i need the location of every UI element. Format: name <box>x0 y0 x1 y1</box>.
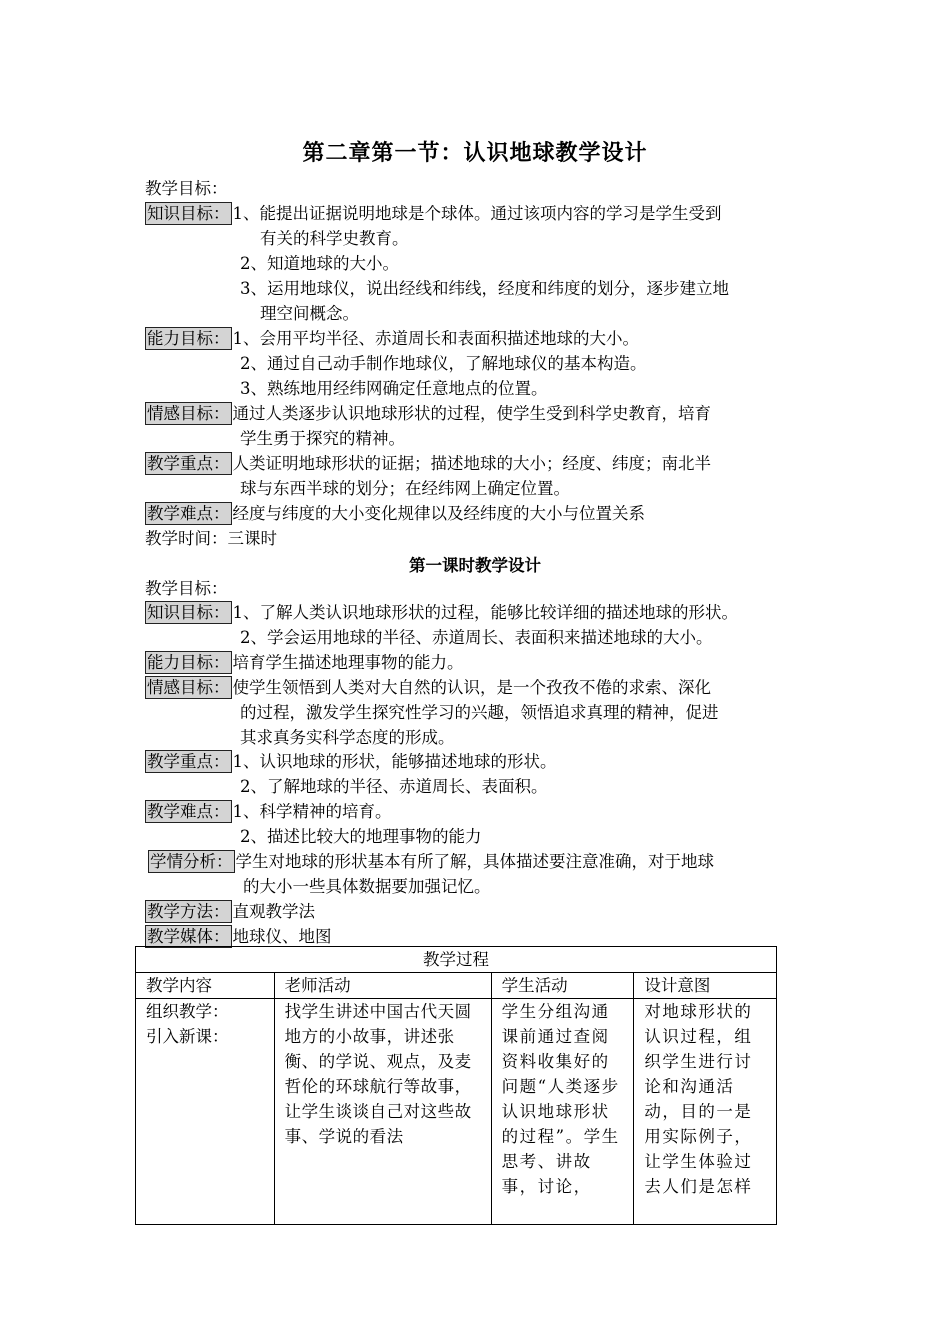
knowledge-goal-text: 2、知道地球的大小。 <box>240 254 399 273</box>
teacher-activity-cell <box>274 999 491 1225</box>
key-point-label: 教学重点： <box>147 454 230 473</box>
teaching-process-table <box>135 946 777 1225</box>
student-activity-text: 学生分组沟通课前通过查阅资料收集好的问题“人类逐步认识地球形状的过程”。学生思考、讲故事，讨论， <box>501 1002 620 1196</box>
difficulty-row <box>145 501 645 526</box>
knowledge-goal-text: 1、了解人类认识地球形状的过程，能够比较详细的描述地球的形状。 <box>232 603 738 622</box>
emotion-goal-label: 情感目标： <box>147 678 230 697</box>
media-label: 教学媒体： <box>147 927 230 946</box>
ability-goal-row <box>145 326 639 351</box>
ability-goal-text: 2、通过自己动手制作地球仪，了解地球仪的基本构造。 <box>240 354 647 373</box>
emotion-goal-row <box>145 401 711 426</box>
goals-heading: 教学目标： <box>145 579 228 598</box>
difficulty-label: 教学难点： <box>147 504 230 523</box>
emotion-goal-label: 情感目标： <box>147 404 230 423</box>
table-caption-row <box>136 947 777 973</box>
key-point-text: 人类证明地球形状的证据；描述地球的大小；经度、纬度；南北半 <box>232 454 711 473</box>
lesson-subtitle: 第一课时教学设计 <box>409 556 541 575</box>
key-point-text: 2、了解地球的半径、赤道周长、表面积。 <box>240 777 548 796</box>
table-row <box>136 999 777 1225</box>
difficulty-label: 教学难点： <box>147 802 230 821</box>
analysis-text: 学生对地球的形状基本有所了解，具体描述要注意准确，对于地球 <box>235 852 714 871</box>
method-text: 直观教学法 <box>232 902 315 921</box>
emotion-goal-text: 学生勇于探究的精神。 <box>240 429 405 448</box>
teacher-activity-text: 找学生讲述中国古代天圆地方的小故事，讲述张衡、的学说、观点，及麦哲伦的环球航行等故事，让学生谈谈自己对这些故事、学说的看法 <box>284 1002 472 1146</box>
difficulty-text: 1、科学精神的培育。 <box>232 802 392 821</box>
knowledge-goal-text: 3、运用地球仪，说出经线和纬线，经度和纬度的划分，逐步建立地 <box>240 279 729 298</box>
content-cell <box>136 999 275 1225</box>
design-intent-cell <box>634 999 777 1225</box>
knowledge-goal-text: 1、能提出证据说明地球是个球体。通过该项内容的学习是学生受到 <box>232 204 722 223</box>
teaching-time: 教学时间：三课时 <box>145 529 277 548</box>
design-intent-text: 对地球形状的认识过程，组织学生进行讨论和沟通活动，目的一是用实际例子，让学生体验过去人们是怎样 <box>644 1002 753 1196</box>
knowledge-goal-text: 有关的科学史教育。 <box>260 229 409 248</box>
knowledge-goal-text: 2、学会运用地球的半径、赤道周长、表面积来描述地球的大小。 <box>240 628 713 647</box>
difficulty-row <box>145 799 392 824</box>
method-label: 教学方法： <box>147 902 230 921</box>
ability-goal-text: 1、会用平均半径、赤道周长和表面积描述地球的大小。 <box>232 329 639 348</box>
knowledge-goal-label: 知识目标： <box>147 603 230 622</box>
column-header-student: 学生活动 <box>491 973 634 999</box>
content-line: 组织教学： <box>146 1002 229 1021</box>
column-header-teacher: 老师活动 <box>274 973 491 999</box>
emotion-goal-text: 通过人类逐步认识地球形状的过程，使学生受到科学史教育，培育 <box>232 404 711 423</box>
content-line: 引入新课： <box>146 1027 229 1046</box>
ability-goal-text: 3、熟练地用经纬网确定任意地点的位置。 <box>240 379 548 398</box>
difficulty-text: 2、描述比较大的地理事物的能力 <box>240 827 482 846</box>
key-point-text: 1、认识地球的形状，能够描述地球的形状。 <box>232 752 557 771</box>
analysis-text: 的大小一些具体数据要加强记忆。 <box>243 877 491 896</box>
knowledge-goal-row <box>145 600 738 625</box>
goals-heading: 教学目标： <box>145 179 228 198</box>
table-header-row <box>136 973 777 999</box>
knowledge-goal-text: 理空间概念。 <box>260 304 359 323</box>
difficulty-text: 经度与纬度的大小变化规律以及经纬度的大小与位置关系 <box>232 504 645 523</box>
student-activity-cell <box>491 999 634 1225</box>
column-header-content: 教学内容 <box>136 973 275 999</box>
media-text: 地球仪、地图 <box>232 927 332 946</box>
key-point-row <box>145 451 711 476</box>
key-point-label: 教学重点： <box>147 752 230 771</box>
knowledge-goal-label: 知识目标： <box>147 204 230 223</box>
ability-goal-label: 能力目标： <box>147 653 230 672</box>
emotion-goal-text: 使学生领悟到人类对大自然的认识，是一个孜孜不倦的求索、深化 <box>232 678 711 697</box>
column-header-intent: 设计意图 <box>634 973 777 999</box>
analysis-label: 学情分析： <box>150 852 233 871</box>
emotion-goal-text: 的过程，激发学生探究性学习的兴趣，领悟追求真理的精神，促进 <box>240 703 719 722</box>
key-point-row <box>145 749 557 774</box>
emotion-goal-text: 其求真务实科学态度的形成。 <box>240 728 455 747</box>
ability-goal-label: 能力目标： <box>147 329 230 348</box>
method-row <box>145 899 315 924</box>
ability-goal-row <box>145 650 464 675</box>
knowledge-goal-row <box>145 201 722 226</box>
table-caption: 教学过程 <box>136 947 777 973</box>
emotion-goal-row <box>145 675 711 700</box>
analysis-row <box>148 849 714 874</box>
ability-goal-text: 培育学生描述地理事物的能力。 <box>232 653 464 672</box>
page-title: 第二章第一节：认识地球教学设计 <box>302 140 648 166</box>
key-point-text: 球与东西半球的划分；在经纬网上确定位置。 <box>240 479 570 498</box>
